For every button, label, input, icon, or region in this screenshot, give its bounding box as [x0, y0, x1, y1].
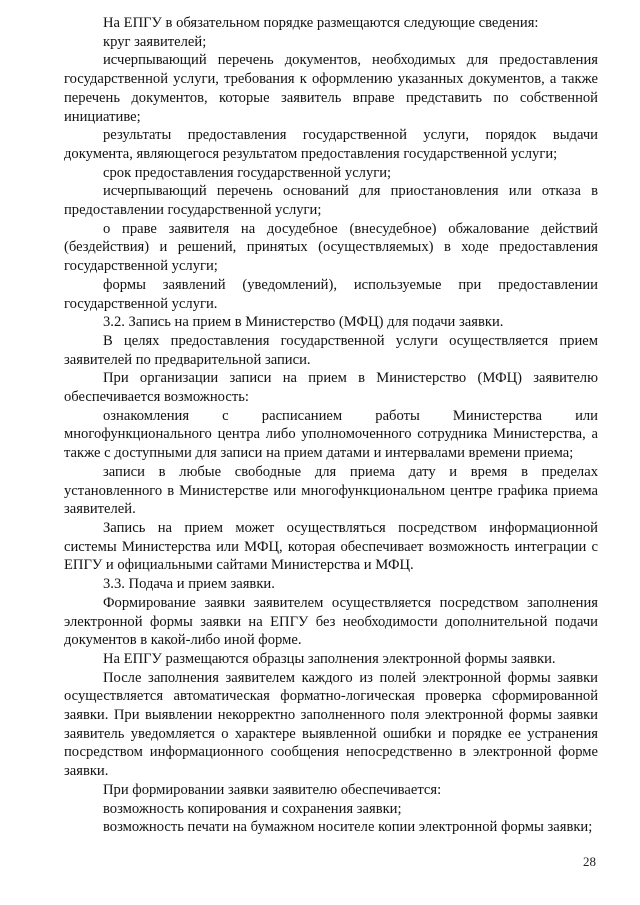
- paragraph-schedule-review: ознакомления с расписанием работы Министерства или многофункционального центра либо уполномоченного сотрудника Министерства, а также с доступными для записи на прием датами и интервалами времени приема;: [64, 407, 598, 462]
- section-heading-3-2: 3.2. Запись на прием в Министерство (МФЦ) для подачи заявки.: [103, 314, 504, 331]
- paragraph-free-slots: записи в любые свободные для приема дату и время в пределах установленного в Министерстве или многофункциональном центре графика приема заявителей.: [64, 463, 598, 518]
- paragraph-refusal-grounds: исчерпывающий перечень оснований для приостановления или отказа в предоставлении государственной услуги;: [64, 183, 598, 219]
- paragraph-applicants: круг заявителей;: [103, 33, 207, 50]
- paragraph-info-system: Запись на прием может осуществляться посредством информационной системы Министерства или МФЦ, которая обеспечивает возможность интеграции с ЕПГУ и официальными сайтами Министерства и МФЦ.: [64, 519, 598, 574]
- page-number: 28: [583, 854, 596, 869]
- paragraph-epgu-info-intro: На ЕПГУ в обязательном порядке размещаются следующие сведения:: [103, 15, 539, 31]
- paragraph-form-samples: На ЕПГУ размещаются образцы заполнения электронной формы заявки.: [103, 650, 556, 667]
- paragraph-copy-save: возможность копирования и сохранения заявки;: [103, 800, 402, 817]
- paragraph-application-forming: Формирование заявки заявителем осуществляется посредством заполнения электронной формы заявки на ЕПГУ без необходимости дополнительной подачи документов в какой-либо иной форме.: [64, 594, 598, 649]
- paragraph-application-forms: формы заявлений (уведомлений), используемые при предоставлении государственной услуги.: [64, 276, 598, 312]
- paragraph-preliminary-appointment: В целях предоставления государственной услуги осуществляется прием заявителей по предварительной записи.: [64, 332, 598, 368]
- paragraph-appeal-right: о праве заявителя на досудебное (внесудебное) обжалование действий (бездействия) и решений, принятых (осуществляемых) в ходе предоставления государственной услуги;: [64, 220, 598, 275]
- paragraph-service-results: результаты предоставления государственной услуги, порядок выдачи документа, являющегося результатом предоставления государственной услуги;: [64, 127, 598, 162]
- paragraph-appointment-possibility: При организации записи на прием в Министерство (МФЦ) заявителю обеспечивается возможность:: [64, 370, 598, 406]
- paragraph-print-copy: возможность печати на бумажном носителе копии электронной формы заявки;: [103, 819, 593, 836]
- paragraph-form-validation: После заполнения заявителем каждого из полей электронной формы заявки осуществляется автоматическая форматно-логическая проверка сформированной заявки. При выявлении некорректно заполненного поля электронной формы заявки заявитель уведомляется о характере выявленной ошибки и порядке ее устранения посредством информационного сообщения непосредственно в электронной форме заявки.: [64, 669, 598, 780]
- paragraph-service-term: срок предоставления государственной услуги;: [103, 164, 392, 181]
- document-body: [64, 14, 598, 837]
- paragraph-documents-list: исчерпывающий перечень документов, необходимых для предоставления государственной услуги, требования к оформлению указанных документов, а также перечень документов, которые заявитель вправе представить по собственной инициативе;: [64, 52, 598, 125]
- section-heading-3-3: 3.3. Подача и прием заявки.: [103, 576, 275, 593]
- paragraph-forming-provided: При формировании заявки заявителю обеспечивается:: [103, 781, 442, 798]
